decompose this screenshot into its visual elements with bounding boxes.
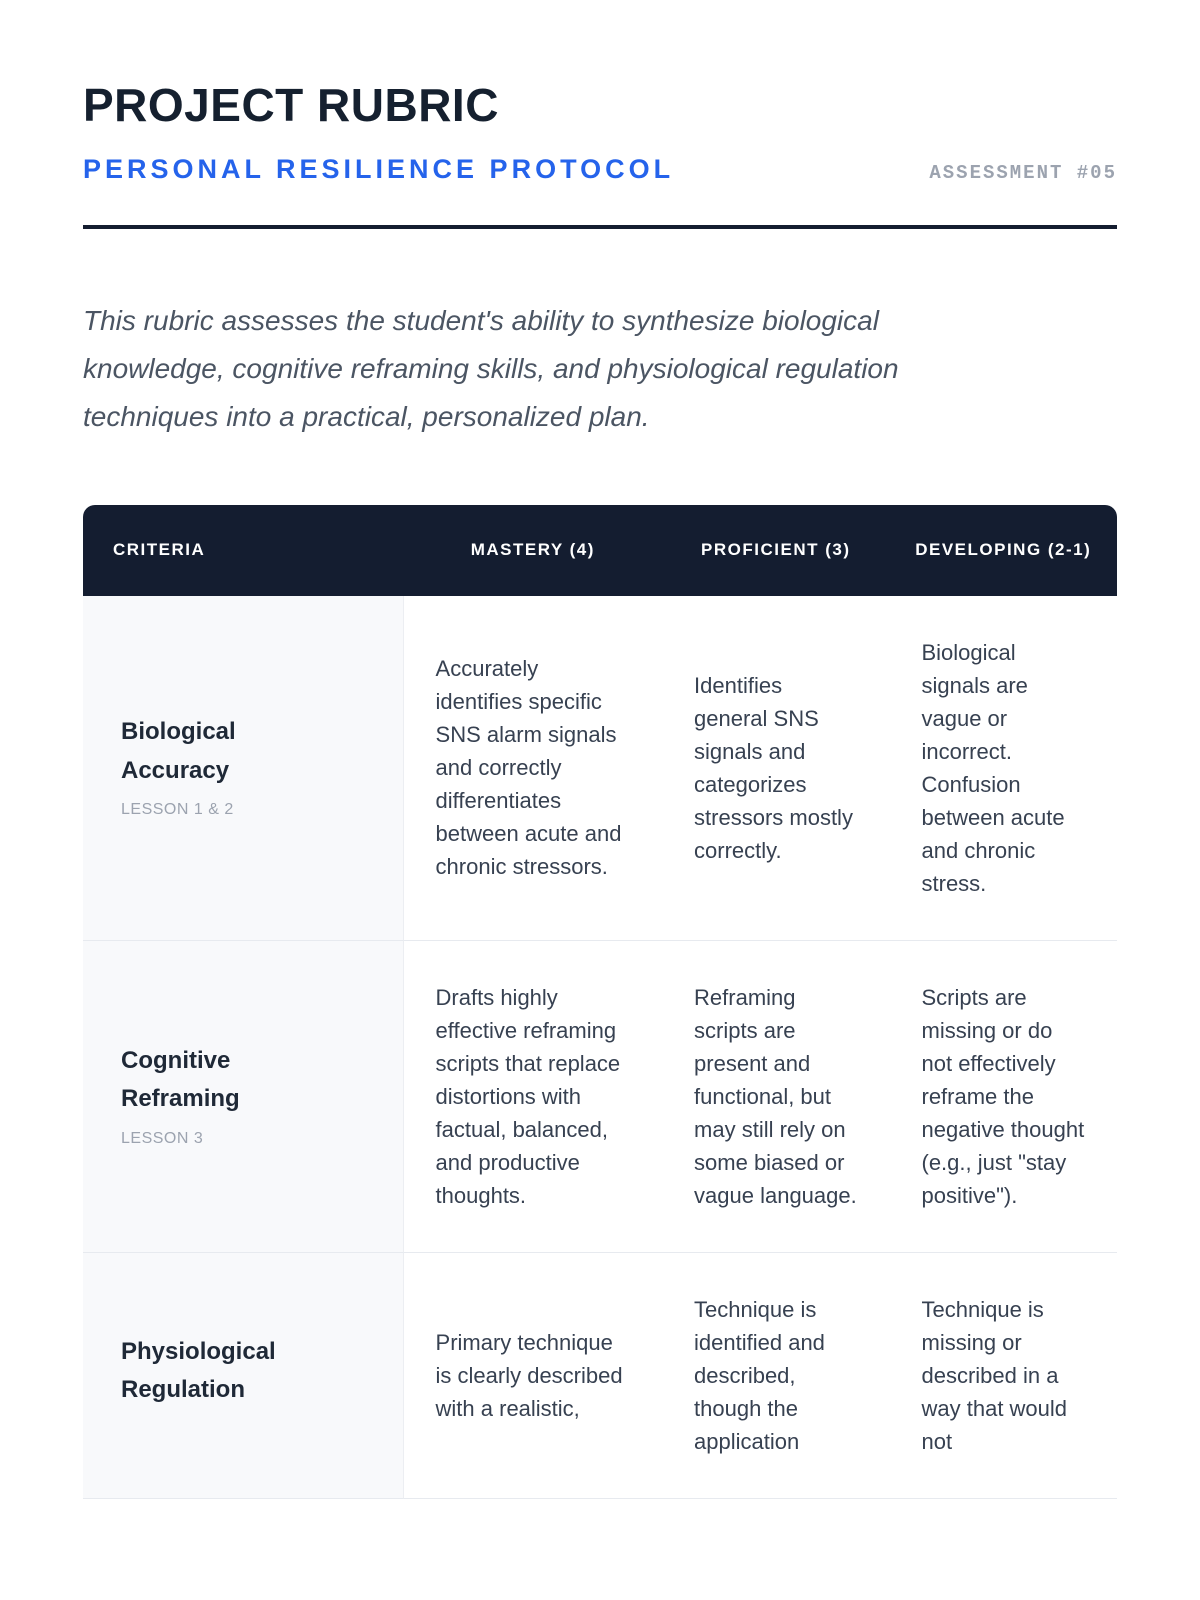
developing-cell: Scripts are missing or do not effectively reframe the negative thought (e.g., just "stay positive"). bbox=[890, 941, 1118, 1253]
proficient-cell: Technique is identified and described, though the application bbox=[662, 1253, 889, 1499]
lesson-label: LESSON 3 bbox=[121, 1129, 204, 1147]
col-header-proficient: PROFICIENT (3) bbox=[662, 505, 889, 595]
criteria-title: Physiological Regulation bbox=[121, 1337, 276, 1404]
criteria-cell bbox=[83, 941, 404, 1253]
assessment-number: ASSESSMENT #05 bbox=[929, 162, 1117, 184]
col-header-criteria: CRITERIA bbox=[83, 505, 404, 595]
page-title: PROJECT RUBRIC bbox=[83, 79, 499, 131]
table-header bbox=[83, 505, 1117, 595]
table-body bbox=[83, 596, 1117, 1499]
page-subtitle: PERSONAL RESILIENCE PROTOCOL bbox=[83, 154, 675, 184]
proficient-cell: Reframing scripts are present and functional, but may still rely on some biased or vague language. bbox=[662, 941, 889, 1253]
document-header bbox=[83, 78, 1117, 229]
lesson-label: LESSON 1 & 2 bbox=[121, 801, 234, 819]
developing-cell: Technique is missing or described in a way that would not bbox=[890, 1253, 1118, 1499]
mastery-cell: Drafts highly effective reframing scripts that replace distortions with factual, balanced, and productive thoughts. bbox=[404, 941, 663, 1253]
table-row-physiological-regulation bbox=[83, 1253, 1117, 1499]
subtitle-row bbox=[83, 154, 1117, 185]
col-header-mastery: MASTERY (4) bbox=[404, 505, 663, 595]
col-header-developing: DEVELOPING (2-1) bbox=[890, 505, 1118, 595]
criteria-cell bbox=[83, 596, 404, 941]
mastery-cell: Primary technique is clearly described with a realistic, bbox=[404, 1253, 663, 1499]
criteria-cell bbox=[83, 1253, 404, 1499]
header-divider bbox=[83, 225, 1117, 229]
intro-paragraph: This rubric assesses the student's ability to synthesize biological knowledge, cognitive reframing skills, and physiological regulation techniques into a practical, personalized plan. bbox=[83, 305, 899, 433]
developing-cell: Biological signals are vague or incorrect. Confusion between acute and chronic stress. bbox=[890, 596, 1118, 941]
criteria-title: Biological Accuracy bbox=[121, 718, 236, 784]
rubric-table bbox=[83, 505, 1117, 1498]
proficient-cell: Identifies general SNS signals and categorizes stressors mostly correctly. bbox=[662, 596, 889, 941]
mastery-cell: Accurately identifies specific SNS alarm signals and correctly differentiates between acute and chronic stressors. bbox=[404, 596, 663, 941]
header-row bbox=[83, 505, 1117, 595]
table-row-biological-accuracy bbox=[83, 596, 1117, 941]
table-row-cognitive-reframing bbox=[83, 941, 1117, 1253]
criteria-title: Cognitive Reframing bbox=[121, 1046, 240, 1113]
